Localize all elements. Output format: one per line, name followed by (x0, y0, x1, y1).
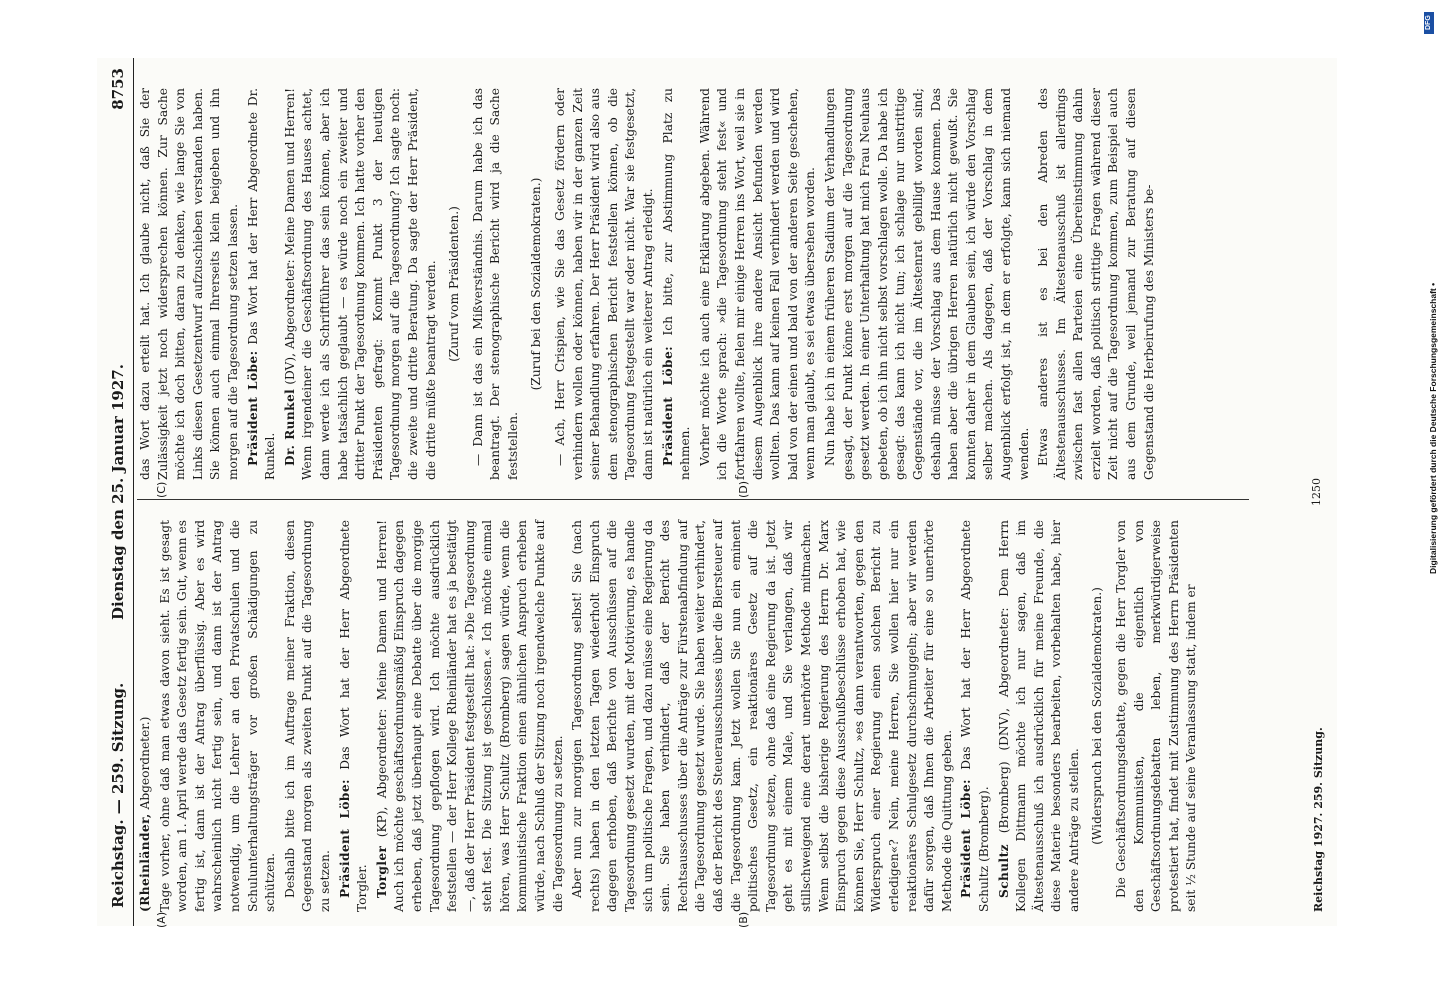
speaker-paragraph (282, 88, 440, 480)
paragraph: Deshalb bitte ich im Auftrage meiner Fraktion, diesen Gegenstand morgen als zweiten Punkt auf die Tagesordnung zu setzen. (282, 520, 332, 912)
left-column (137, 520, 1203, 912)
speech-text: (KP), Abgeordneter: Meine Damen und Herren! Auch ich möchte geschäftsordnungsmäßig Einspruch dagegen erheben, daß jetzt überhaupt eine Debatte über die morgige Tagesordnung gepflogen wird. Ich möchte ausdrücklich feststellen — der Herr Kollege Rheinländer hat es ja bestätigt —, daß der Herr Präsident festgestellt hat: »Die Tagesordnung steht fest. Die Sitzung ist geschlossen.« Ich möchte einmal hören, was Herr Schultz (Bromberg) sagen würde, wenn die kommunistische Fraktion einen ähnlichen Anspruch erheben würde, nach Schluß der Sitzung noch irgendwelche Punkte auf die Tagesordnung zu setzen. (374, 519, 565, 912)
speaker-name: Präsident Löbe: (337, 779, 352, 898)
speaker-name: Präsident Löbe: (959, 779, 974, 898)
speech-text: Abgeordneter.) (138, 716, 152, 810)
footer-source: Reichstag 1927. 259. Sitzung. (1312, 727, 1325, 912)
column-divider (137, 499, 1249, 500)
speaker-name: Präsident Löbe: (245, 350, 260, 466)
speech-text: (DV), Abgeordneter: Meine Damen und Herren! Wenn irgendeiner die Geschäftsordnung des Hauses achtet, dann werde ich als Schriftführer das sein können, aber ich habe tatsächlich geglaubt — es würde noch ein zweiter und dritter Punkt der Tagesordnung kommen. Ich hatte vorher den Präsidenten gefragt: Kommt Punkt 3 der heutigen Tagesordnung morgen auf die Tagesordnung? Ich sagte noch: die zweite und dritte Beratung. Da sagte der Herr Präsident, die dritte müßte beantragt werden. (282, 87, 438, 480)
speaker-name: (Rheinländer, (138, 813, 152, 912)
page-header (97, 58, 134, 926)
margin-mark-c: (C) (155, 481, 168, 498)
paragraph: Die Geschäftsordnungsdebatte, gegen die Herr Torgler von den Kommunisten, die eigentlich von Geschäftsordnungsdebatten leben, merkwürdigerweise protestiert hat, findet mit Zustimmung des Herrn Präsidenten seit ½ Stunde auf seine Veranlassung statt, indem er (1114, 520, 1199, 912)
interjection: (Zuruf bei den Sozialdemokraten.) (529, 177, 544, 391)
president-statement (660, 88, 695, 480)
speaker-paragraph (374, 520, 568, 912)
paragraph: das Wort dazu erteilt hat. Ich glaube nicht, daß Sie der Zulässigkeit jetzt noch widersprechen können. Zur Sache möchte ich doch bitten, daran zu denken, wie lange Sie von Links diesen Gesetzentwurf aufzuschieben verstanden haben. Sie können auch einmal Ihrerseits klein beigeben und ihn morgen auf die Tagesordnung setzen lassen. (138, 88, 240, 480)
speech-text: (Bromberg) (DNV), Abgeordneter: Dem Herrn Kollegen Dittmann möchte ich nur sagen, daß im Ältestenausschuß ich ausdrücklich für meine Freunde, die diese Materie besonders bearbeiten, vorbehalten habe, hier andere Anträge zu stellen. (996, 519, 1081, 912)
president-statement (245, 88, 280, 480)
speaker-name: Schultz (996, 844, 1011, 898)
paragraph: — Ach, Herr Crispien, wie Sie das Gesetz fördern oder verhindern wollen oder können, haben wir in der ganzen Zeit seiner Behandlung erfahren. Der Herr Präsident wird also aus dem stenographischen Bericht feststellen können, ob die Tagesordnung festgestellt war oder nicht. War sie festgesetzt, dann ist natürlich ein weiterer Antrag erledigt. (553, 88, 656, 480)
right-column (137, 88, 1160, 480)
margin-mark-a: (A) (155, 911, 168, 928)
paragraph: Etwas anderes ist es bei den Abreden des Ältestenausschusses. Im Ältestenausschuß ist allerdings zwischen fast allen Parteien eine Übereinstimmung dahin erzielt worden, daß politisch strittige Fragen während dieser Zeit nicht auf die Tagesordnung kommen, zum Beispiel auch aus dem Grunde, weil jemand zur Beratung auf diesen Gegenstand die Herbeirufung des Ministers be- (1036, 88, 1156, 480)
paragraph: Aber nun zur morgigen Tagesordnung selbst! Sie (nach rechts) haben in den letzten Tagen wiederholt Einspruch dagegen erhoben, daß Berichte von Ausschüssen auf die Tagesordnung gesetzt wurden, mit der Motivierung, es handle sich um politische Fragen, und dazu müsse eine Regierung da sein. Sie haben verhindert, daß der Bericht des Rechtsausschusses über die Anträge zur Fürstenabfindung auf die Tagesordnung gesetzt wurde. Sie haben weiter verhindert, daß der Bericht des Steuerausschusses über die Biersteuer auf die Tagesordnung kam. Jetzt wollen Sie nun ein eminent politisches Gesetz, ein reaktionäres Gesetz auf die Tagesordnung setzen, ohne daß eine Regierung da ist. Jetzt geht es mit einem Male, und Sie verlangen, daß wir stillschweigend eine derart unerhörte Methode mitmachen. Wenn selbst die bisherige Regierung des Herrn Dr. Marx Einspruch gegen diese Ausschußbeschlüsse erhoben hat, wie können Sie, Herr Schultz, »es dann verantworten, gegen den Widerspruch einer Regierung einen solchen Bericht zu erledigen«? Nein, meine Herren, Sie wollen hier nur ein reaktionäres Schulgesetz durchschmuggeln; aber wir werden dafür sorgen, daß Ihnen die Arbeiter für eine so unerhörte Methode die Quittung geben. (570, 520, 954, 912)
digitization-note: Digitalisierung gefördert durch die Deutsche Forschungsgemeinschaft • (1428, 282, 1438, 574)
president-statement (958, 520, 993, 912)
speech-text: Das Wort hat der Herr Abgeordnete Dr. Runkel. (245, 88, 278, 480)
paragraph: Vorher möchte ich auch eine Erklärung abgeben. Während ich die Worte sprach: »die Tagesordnung steht fest« und fortfahren wollte, fielen mir einige Herren ins Wort, weil sie in diesem Augenblick ihre andere Ansicht befunden werden wollten. Das kann auf keinen Fall verhindert werden und wird bald von der einen und bald von der anderen Seite geschehen, wenn man glaubt, es sei etwas übersehen worden. (697, 88, 818, 480)
margin-mark-b: (B) (737, 911, 750, 928)
header-session: Reichstag. — 259. Sitzung. (109, 682, 127, 908)
speech-text: Das Wort hat der Herr Abgeordnete Torgler. (337, 520, 370, 912)
speaker-paragraph (137, 520, 155, 912)
paragraph: Nun habe ich in einem früheren Stadium der Verhandlungen gesagt, der Punkt könne erst morgen auf die Tagesordnung gesetzt werden. In einer Unterhaltung hat mich Frau Neuhaus gebeten, ob ich ihn nicht selbst vorschlagen wolle. Da habe ich gesagt: das kann ich nicht tun; ich schlage nur unstrittige Gegenstände vor, die im Ältestenrat gebilligt worden sind; deshalb müsse der Vorschlag aus dem Hause kommen. Das haben aber die übrigen Herren natürlich nicht gewußt. Sie konnten daher in dem Glauben sein, ich würde den Vorschlag selber machen. Als dagegen, daß der Vorschlag in dem Augenblick erfolgt ist, in dem er erfolgte, kann sich niemand wenden. (822, 88, 1031, 480)
margin-mark-d: (D) (737, 480, 750, 498)
header-date: Dienstag den 25. Januar 1927. (109, 364, 127, 620)
paragraph: Tage vorher, ohne daß man etwas davon sieht. Es ist gesagt worden, am 1. April werde das Gesetz fertig sein. Gut, wenn es fertig ist, dann ist der Antrag überflüssig. Aber es wird wahrscheinlich nicht fertig sein, und dann ist der Antrag notwendig, um die Lehrer an den Privatschulen und die Schulunterhaltungsträger vor großen Schädigungen zu schützen. (157, 520, 278, 912)
paragraph: — Dann ist das ein Mißverständnis. Darum habe ich das beantragt. Der stenographische Bericht wird ja die Sache feststellen. (470, 88, 520, 480)
speaker-paragraph (996, 520, 1084, 912)
speech-text: Ich bitte, zur Abstimmung Platz zu nehmen. (660, 88, 693, 480)
speaker-name: Dr. Runkel (282, 388, 297, 466)
speaker-name: Torgler (374, 845, 389, 898)
speaker-name: Präsident Löbe: (660, 345, 675, 466)
page-number: 8753 (109, 68, 127, 110)
dfg-logo: DFG (1424, 12, 1434, 34)
document-page (97, 58, 1337, 926)
interjection: (Widerspruch bei den Sozialdemokraten.) (1090, 587, 1105, 845)
speech-text: Das Wort hat der Herr Abgeordnete Schultz (Bromberg). (959, 520, 991, 912)
footer-signature: 1250 (1310, 478, 1323, 506)
president-statement (337, 520, 372, 912)
interjection: (Zuruf vom Präsidenten.) (447, 206, 462, 362)
